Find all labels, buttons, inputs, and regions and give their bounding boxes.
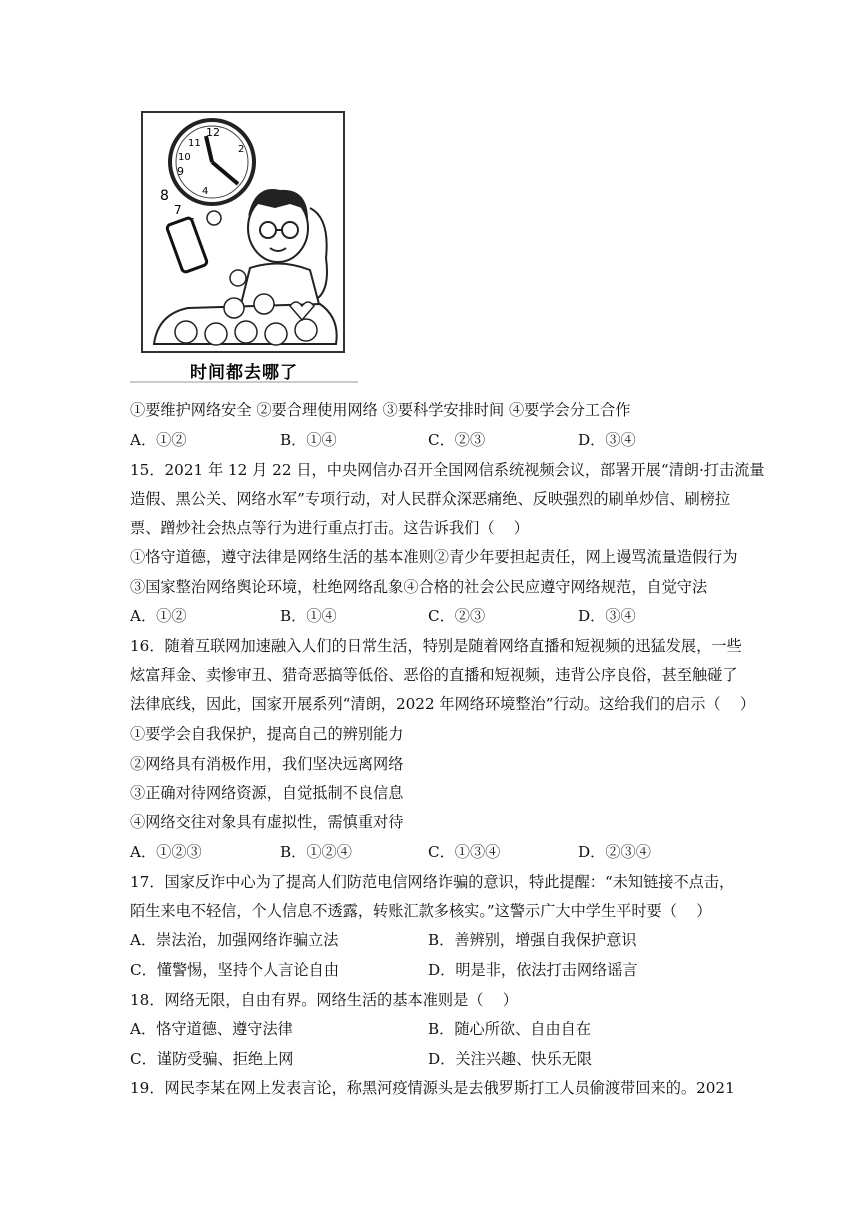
q17-option-b: B．善辨别，增强自我保护意识 — [428, 931, 637, 949]
q16-line-7: ④网络交往对象具有虚拟性，需慎重对待 — [130, 813, 404, 831]
q16-line-5: ②网络具有消极作用，我们坚决远离网络 — [130, 755, 404, 773]
q15-options — [130, 606, 730, 626]
q18-options-row-2 — [130, 1049, 730, 1069]
svg-text:9: 9 — [177, 165, 184, 178]
q17-line-2: 陌生来电不轻信，个人信息不透露，转账汇款多核实。”这警示广大中学生平时要（ ） — [130, 902, 712, 920]
q15-line-4: ①恪守道德，遵守法律是网络生活的基本准则②青少年要担起责任，网上谩骂流量造假行为 — [130, 548, 738, 566]
q16-line-6: ③正确对待网络资源，自觉抵制不良信息 — [130, 784, 404, 802]
q17-option-d: D．明是非，依法打击网络谣言 — [428, 961, 638, 979]
q18-options-row-1 — [130, 1019, 730, 1039]
svg-text:2: 2 — [238, 144, 245, 155]
q16-line-4: ①要学会自我保护，提高自己的辨别能力 — [130, 725, 404, 743]
q18-option-b: B．随心所欲、自由自在 — [428, 1020, 592, 1038]
q15-line-2: 造假、黑公关、网络水军”专项行动，对人民群众深恶痛绝、反映强烈的刷单炒信、刷榜拉 — [130, 490, 731, 508]
cartoon-figure — [130, 108, 358, 386]
q16-option-a: A．①②③ — [130, 843, 202, 861]
q18-option-c: C．谨防受骗、拒绝上网 — [130, 1050, 294, 1068]
q16-options — [130, 842, 730, 862]
svg-text:4: 4 — [202, 186, 209, 197]
q15-option-d: D．③④ — [578, 607, 636, 625]
q14-options — [130, 430, 730, 450]
q15-option-b: B．①④ — [280, 607, 337, 625]
q16-option-b: B．①②④ — [280, 843, 352, 861]
svg-text:12: 12 — [206, 126, 220, 139]
q14-option-b: B．①④ — [280, 431, 337, 449]
q15-line-3: 票、蹭炒社会热点等行为进行重点打击。这告诉我们（ ） — [130, 519, 529, 537]
figure-caption: 时间都去哪了 — [190, 363, 298, 383]
svg-text:11: 11 — [188, 138, 201, 149]
svg-text:7: 7 — [174, 203, 182, 217]
q16-option-d: D．②③④ — [578, 843, 651, 861]
q15-line-5: ③国家整治网络舆论环境，杜绝网络乱象④合格的社会公民应遵守网络规范，自觉守法 — [130, 578, 708, 596]
svg-text:10: 10 — [178, 152, 191, 163]
q17-line-1: 17．国家反诈中心为了提高人们防范电信网络诈骗的意识，特此提醒：“未知链接不点击， — [130, 873, 735, 891]
q14-option-c: C．②③ — [428, 431, 486, 449]
q18-option-a: A．恪守道德、遵守法律 — [130, 1020, 293, 1038]
q18-option-d: D．关注兴趣、快乐无限 — [428, 1050, 593, 1068]
svg-text:8: 8 — [160, 188, 169, 204]
q17-option-a: A．崇法治，加强网络诈骗立法 — [130, 931, 339, 949]
q16-line-2: 炫富拜金、卖惨审丑、猎奇恶搞等低俗、恶俗的直播和短视频，违背公序良俗，甚至触碰了 — [130, 666, 738, 684]
q16-option-c: C．①③④ — [428, 843, 501, 861]
q15-line-1: 15．2021 年 12 月 22 日，中央网信办召开全国网信系统视频会议，部署开展“清朗·打击流量 — [130, 461, 765, 479]
q18-line-1: 18．网络无限，自由有界。网络生活的基本准则是（ ） — [130, 991, 518, 1009]
cartoon-illustration — [130, 108, 358, 386]
q15-option-c: C．②③ — [428, 607, 486, 625]
q17-options-row-1 — [130, 930, 730, 950]
q19-line-1: 19．网民李某在网上发表言论，称黑河疫情源头是去俄罗斯打工人员偷渡带回来的。2021 — [130, 1079, 735, 1097]
q14-option-d: D．③④ — [578, 431, 636, 449]
q16-line-1: 16．随着互联网加速融入人们的日常生活，特别是随着网络直播和短视频的迅猛发展，一些 — [130, 637, 742, 655]
q14-statements: ①要维护网络安全 ②要合理使用网络 ③要科学安排时间 ④要学会分工合作 — [130, 401, 631, 419]
q14-option-a: A．①② — [130, 431, 187, 449]
q17-option-c: C．懂警惕，坚持个人言论自由 — [130, 961, 340, 979]
q17-options-row-2 — [130, 960, 730, 980]
q16-line-3: 法律底线，因此，国家开展系列“清朗，2022 年网络环境整治”行动。这给我们的启示（ ） — [130, 695, 756, 713]
q15-option-a: A．①② — [130, 607, 187, 625]
